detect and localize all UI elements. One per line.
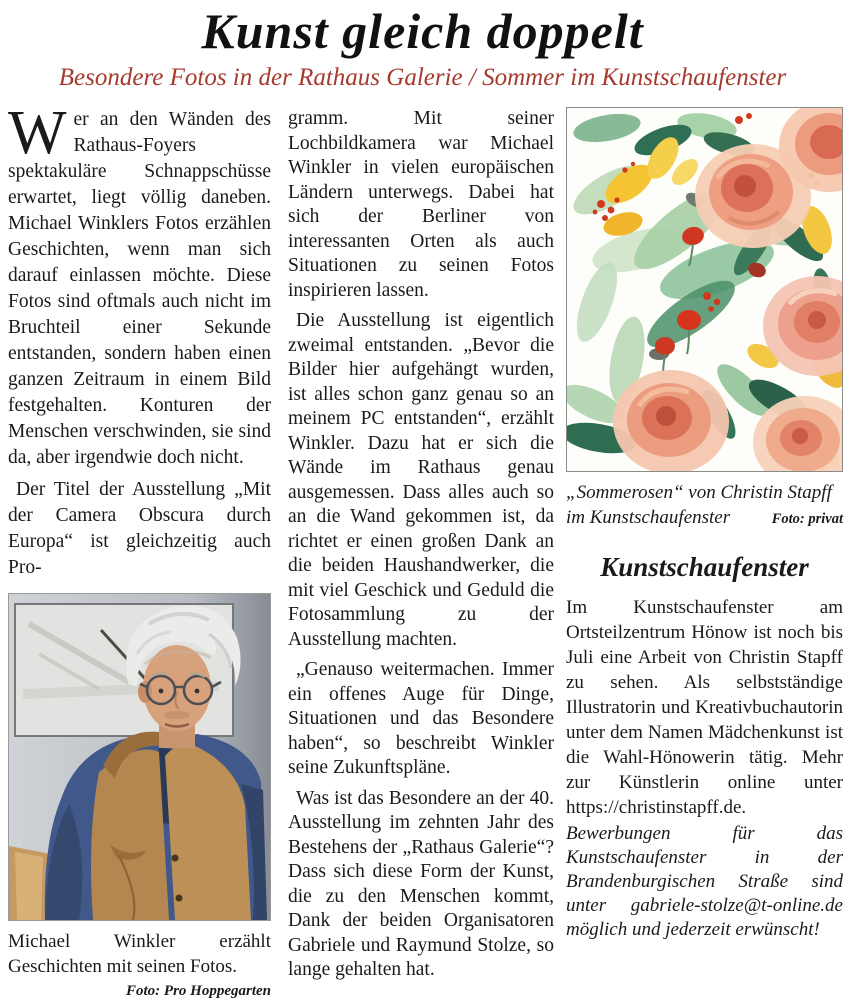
sommerosen-artwork — [566, 107, 843, 472]
winkler-photo-figure — [8, 593, 271, 1000]
body-paragraph: Was ist das Besondere an der 40. Ausstellung im zehnten Jahr des Bestehens der „Rathaus Galerie“? Dass sich diese Form der Kunst, die zu den Menschen kommt, Dank der beiden Organisatoren Gabriele und Raymund Stolze, so lange gehalten hat. — [288, 787, 554, 980]
artwork-captionblock — [566, 480, 843, 532]
artwork-caption-line2: im Kunstschaufenster — [566, 507, 731, 528]
artwork-caption-line1: „Sommerosen“ von Christin Stapff — [566, 482, 832, 503]
michael-winkler-photo — [8, 593, 271, 921]
photo-caption: Michael Winkler erzählt Geschichten mit seinen Fotos. — [8, 931, 271, 977]
section-note: Bewerbungen für das Kunstschaufenster in der Brandenburgischen Straße sind unter gabriele-stolze@t-online.de möglich und jederzeit erwünscht! — [566, 823, 843, 940]
artwork-credit: Foto: privat — [771, 511, 843, 527]
body-paragraph: Die Ausstellung ist eigentlich zweimal entstanden. „Bevor die Bilder hier aufgehängt wurden, ist alles schon ganz genau so an meinem PC entstanden“, erzählt Winkler. Dazu hat er sich die Wände im Rathaus genau ausgemessen. Dass alles auch so an die Wand gekommen ist, da richtet er einen großen Dank an die beiden Haushandwerker, die mit viel Geschick und Geduld die Fotosammlung zu der Ausstellung machten. — [288, 310, 554, 650]
winkler-photo-captionblock — [8, 929, 271, 1000]
page-title: Kunst gleich doppelt — [201, 3, 644, 59]
section-heading: Kunstschaufenster — [600, 552, 809, 582]
drop-cap: W — [8, 99, 67, 167]
column-1 — [8, 99, 271, 1000]
body-paragraph — [8, 99, 271, 471]
photo-credit: Foto: Pro Hoppegarten — [126, 983, 271, 999]
column-2 — [288, 107, 554, 989]
column-3 — [566, 107, 843, 942]
page-subtitle: Besondere Fotos in der Rathaus Galerie / Sommer im Kunstschaufenster — [58, 64, 787, 91]
body-paragraph: „Genauso weitermachen. Immer ein offenes Auge für Dinge, Situationen und das Besondere haben“, so beschreibt Winkler seine Zukunftspläne. — [288, 659, 554, 778]
paragraph-text: er an den Wänden des Rathaus-Foyers spektakuläre Schnappschüsse erwartet, liegt völlig daneben. Michael Winklers Fotos erzählen Geschichten, wenn man sich darauf einlassen möchte. Diese Fotos sind oftmals auch nicht im Bruchteil einer Sekunde entstanden, sondern haben einen ganzen Zeitraum in einem Bild festgehalten. Konturen der Menschen verschwinden, sie sind da, aber irgendwie doch nicht. — [8, 109, 271, 468]
sommerosen-figure — [566, 107, 843, 532]
section-body: Im Kunstschaufenster am Ortsteilzentrum Hönow ist noch bis Juli eine Arbeit von Christin Stapff zu sehen. Als selbstständige Illustratorin und Kreativbuchautorin unter dem Namen Mädchenkunst ist die Wahl-Hönowerin tätig. Mehr zur Künstlerin online unter https://christinstapff.de. — [566, 597, 843, 818]
masthead — [0, 2, 845, 93]
body-paragraph: gramm. Mit seiner Lochbildkamera war Michael Winkler in vielen europäischen Ländern unterwegs. Dabei hat sich der Berliner von interessanten Orten als auch Situationen zu seinen Fotos inspirieren lassen. — [288, 108, 554, 301]
body-paragraph: Der Titel der Ausstellung „Mit der Camera Obscura durch Europa“ ist gleichzeitig auch Pro- — [8, 479, 271, 578]
